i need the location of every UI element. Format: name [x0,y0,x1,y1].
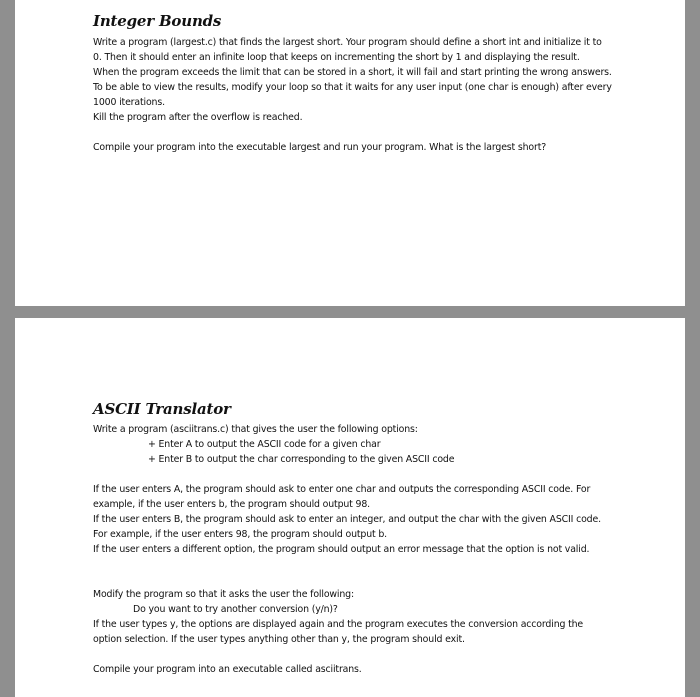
ascii-modify: Modify the program so that it asks the user the following: [93,589,354,600]
ascii-option-b: + Enter B to output the char corresponding to the given ASCII code [148,454,455,465]
integer-bounds-question: Compile your program into the executable largest and run your program. What is the largest short? [93,142,547,153]
section-title-ascii-translator: ASCII Translator [93,400,231,418]
ascii-option-a: + Enter A to output the ASCII code for a given char [148,439,381,450]
ascii-loop-rule: If the user types y, the options are displayed again and the program executes the conversion according the option selection. If the user types anything other than y, the program should exit. [93,619,584,645]
ascii-compile: Compile your program into an executable called asciitrans. [93,664,362,675]
ascii-translator-section [93,400,613,677]
integer-bounds-paragraph-4: Kill the program after the overflow is reached. [93,112,303,123]
section-title-integer-bounds: Integer Bounds [93,12,222,30]
integer-bounds-section [93,12,613,155]
ascii-case-b: If the user enters B, the program should ask to enter an integer, and output the char with the given ASCII code. For example, if the user enters 98, the program should output b. [93,514,601,540]
integer-bounds-paragraph-3: To be able to view the results, modify your loop so that it waits for any user input (one char is enough) after every 1000 iterations. [93,82,612,108]
ascii-case-other: If the user enters a different option, the program should output an error message that the option is not valid. [93,544,590,555]
page-1 [15,0,685,306]
integer-bounds-paragraph-2: When the program exceeds the limit that can be stored in a short, it will fail and start printing the wrong answers. [93,67,612,78]
ascii-intro: Write a program (asciitrans.c) that gives the user the following options: [93,424,418,435]
page-2 [15,318,685,697]
ascii-case-a: If the user enters A, the program should ask to enter one char and outputs the corresponding ASCII code. For example, if the user enters b, the program should output 98. [93,484,591,510]
integer-bounds-paragraph-1: Write a program (largest.c) that finds the largest short. Your program should define a short int and initialize it to 0. Then it should enter an infinite loop that keeps on incrementing the short by 1 and displaying the result. [93,37,602,63]
ascii-prompt: Do you want to try another conversion (y/n)? [133,604,338,615]
